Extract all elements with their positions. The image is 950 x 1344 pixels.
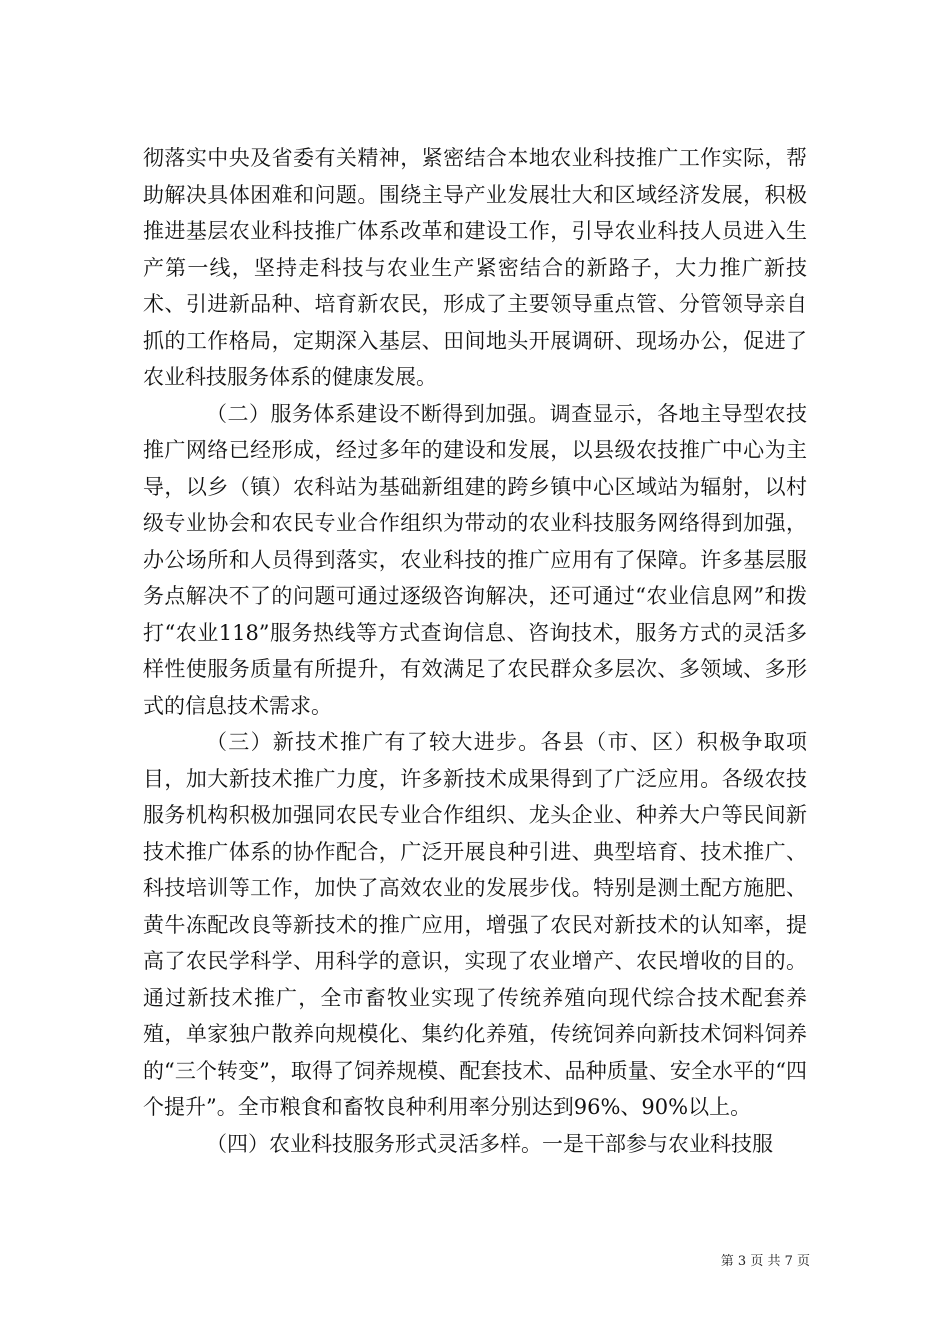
paragraph-continuation: 彻落实中央及省委有关精神，紧密结合本地农业科技推广工作实际，帮助解决具体困难和问题。围绕主导产业发展壮大和区域经济发展，积极推进基层农业科技推广体系改革和建设工作，引导农业科技人员进入生产第一线，坚持走科技与农业生产紧密结合的新路子，大力推广新技术、引进新品种、培育新农民，形成了主要领导重点管、分管领导亲自抓的工作格局，定期深入基层、田间地头开展调研、现场办公，促进了农业科技服务体系的健康发展。	[143, 146, 807, 389]
page-number-footer: 第 3 页 共 7 页	[720, 1254, 810, 1269]
paragraph-section-2: （二）服务体系建设不断得到加强。调查显示，各地主导型农技推广网络已经形成，经过多年的建设和发展，以县级农技推广中心为主导，以乡（镇）农科站为基础新组建的跨乡镇中心区域站为辐射，以村级专业协会和农民专业合作组织为带动的农业科技服务网络得到加强，办公场所和人员得到落实，农业科技的推广应用有了保障。许多基层服务点解决不了的问题可通过逐级咨询解决，还可通过“农业信息网”和拨打“农业118”服务热线等方式查询信息、咨询技术，服务方式的灵活多样性使服务质量有所提升，有效满足了农民群众多层次、多领域、多形式的信息技术需求。	[143, 401, 807, 718]
document-body	[143, 140, 807, 1162]
paragraph-section-3: （三）新技术推广有了较大进步。各县（市、区）积极争取项目，加大新技术推广力度，许多新技术成果得到了广泛应用。各级农技服务机构积极加强同农民专业合作组织、龙头企业、种养大户等民间新技术推广体系的协作配合，广泛开展良种引进、典型培育、技术推广、科技培训等工作，加快了高效农业的发展步伐。特别是测土配方施肥、黄牛冻配改良等新技术的推广应用，增强了农民对新技术的认知率，提高了农民学科学、用科学的意识，实现了农业增产、农民增收的目的。通过新技术推广，全市畜牧业实现了传统养殖向现代综合技术配套养殖，单家独户散养向规模化、集约化养殖，传统饲养向新技术饲料饲养的“三个转变”，取得了饲养规模、配套技术、品种质量、安全水平的“四个提升”。全市粮食和畜牧良种利用率分别达到96%、90%以上。	[143, 730, 807, 1119]
paragraph-section-4: （四）农业科技服务形式灵活多样。一是干部参与农业科技服	[206, 1131, 773, 1156]
